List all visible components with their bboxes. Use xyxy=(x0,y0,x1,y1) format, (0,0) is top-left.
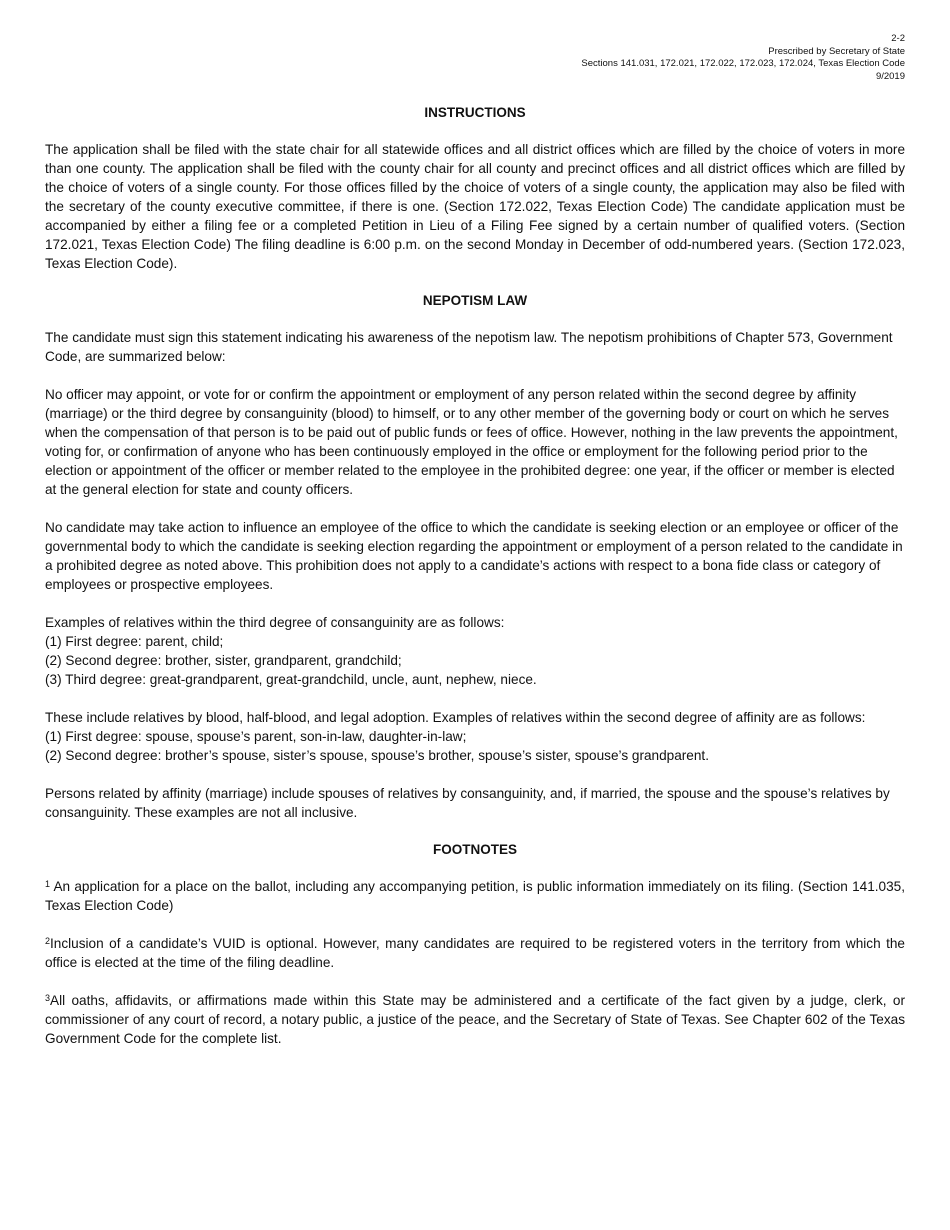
list-item: (2) Second degree: brother, sister, grandparent, grandchild; xyxy=(45,653,402,668)
form-date: 9/2019 xyxy=(875,70,905,82)
instructions-heading: INSTRUCTIONS xyxy=(424,105,526,120)
list-item: (1) First degree: parent, child; xyxy=(45,634,224,649)
consanguinity-intro: Examples of relatives within the third degree of consanguinity are as follows: xyxy=(45,615,505,630)
footnote-3 xyxy=(45,991,905,1048)
nepotism-paragraph-1: No officer may appoint, or vote for or confirm the appointment or employment of any person related within the second degree by affinity (marriage) or the third degree by consanguinity (blood) to himself, or to any other member of the governing body or court on which he serves when the compensation of that person is to be paid out of public funds or fees of office. However, nothing in the law prevents the appointment, voting for, or confirmation of anyone who has been continuously employed in the office or employment for the following period prior to the election or appointment of the officer or member related to the employee in the prohibited degree: one year, if the officer or member is elected at the general election for state and county officers. xyxy=(45,387,898,497)
footnote-text: Inclusion of a candidate’s VUID is optional. However, many candidates are required to be registered voters in the territory from which the office is elected at the time of the filing deadline. xyxy=(45,936,905,970)
list-item: (3) Third degree: great-grandparent, great-grandchild, uncle, aunt, nephew, niece. xyxy=(45,672,537,687)
code-sections: Sections 141.031, 172.021, 172.022, 172.023, 172.024, Texas Election Code xyxy=(581,58,905,69)
footnote-2 xyxy=(45,934,905,972)
list-item: (1) First degree: spouse, spouse’s parent, son-in-law, daughter-in-law; xyxy=(45,729,467,744)
nepotism-closing-paragraph: Persons related by affinity (marriage) include spouses of relatives by consanguinity, and, if married, the spouse and the spouse’s relatives by consanguinity. These examples are not all inclusive. xyxy=(45,786,890,820)
instructions-body: The application shall be filed with the state chair for all statewide offices and all district offices which are filled by the choice of voters in more than one county. The application shall be filed with the county chair for all county and precinct offices and all district offices which are filled by the choice of voters of a single county. For those offices filled by the choice of voters of a single county, the application may also be filed with the secretary of the county executive committee, if there is one. (Section 172.022, Texas Election Code) The candidate application must be accompanied by either a filing fee or a completed Petition in Lieu of a Filing Fee signed by a certain number of qualified voters. (Section 172.021, Texas Election Code) The filing deadline is 6:00 p.m. on the second Monday in December of odd-numbered years. (Section 172.023, Texas Election Code). xyxy=(45,142,905,271)
footnote-text: An application for a place on the ballot, including any accompanying petition, is public information immediately on its filing. (Section 141.035, Texas Election Code) xyxy=(45,879,905,913)
footnote-text: All oaths, affidavits, or affirmations made within this State may be administered and a certificate of the fact given by a judge, clerk, or commissioner of any court of record, a notary public, a justice of the peace, and the Secretary of State of Texas. See Chapter 602 of the Texas Government Code for the complete list. xyxy=(45,993,905,1046)
nepotism-intro: The candidate must sign this statement indicating his awareness of the nepotism law. The nepotism prohibitions of Chapter 573, Government Code, are summarized below: xyxy=(45,330,893,364)
affinity-intro: These include relatives by blood, half-blood, and legal adoption. Examples of relatives within the second degree of affinity are as follows: xyxy=(45,710,866,725)
prescribed-by: Prescribed by Secretary of State xyxy=(768,45,905,57)
footnote-1 xyxy=(45,877,905,915)
form-number: 2-2 xyxy=(891,33,905,44)
form-header xyxy=(45,33,905,83)
nepotism-heading: NEPOTISM LAW xyxy=(422,293,528,308)
footnote-marker: 1 xyxy=(45,879,51,889)
footnote-marker: 3 xyxy=(45,993,51,1003)
consanguinity-list xyxy=(45,613,905,689)
nepotism-paragraph-2: No candidate may take action to influence an employee of the office to which the candidate is seeking election or an employee or officer of the governmental body to which the candidate is seeking election regarding the appointment or employment of a person related to the candidate in a prohibited degree as noted above. This prohibition does not apply to a candidate’s actions with respect to a bona fide class or category of employees or prospective employees. xyxy=(45,520,903,592)
affinity-list xyxy=(45,708,905,765)
list-item: (2) Second degree: brother’s spouse, sister’s spouse, spouse’s brother, spouse’s sister, spouse’s grandparent. xyxy=(45,748,709,763)
footnotes-heading: FOOTNOTES xyxy=(433,842,517,857)
footnote-marker: 2 xyxy=(45,936,51,946)
